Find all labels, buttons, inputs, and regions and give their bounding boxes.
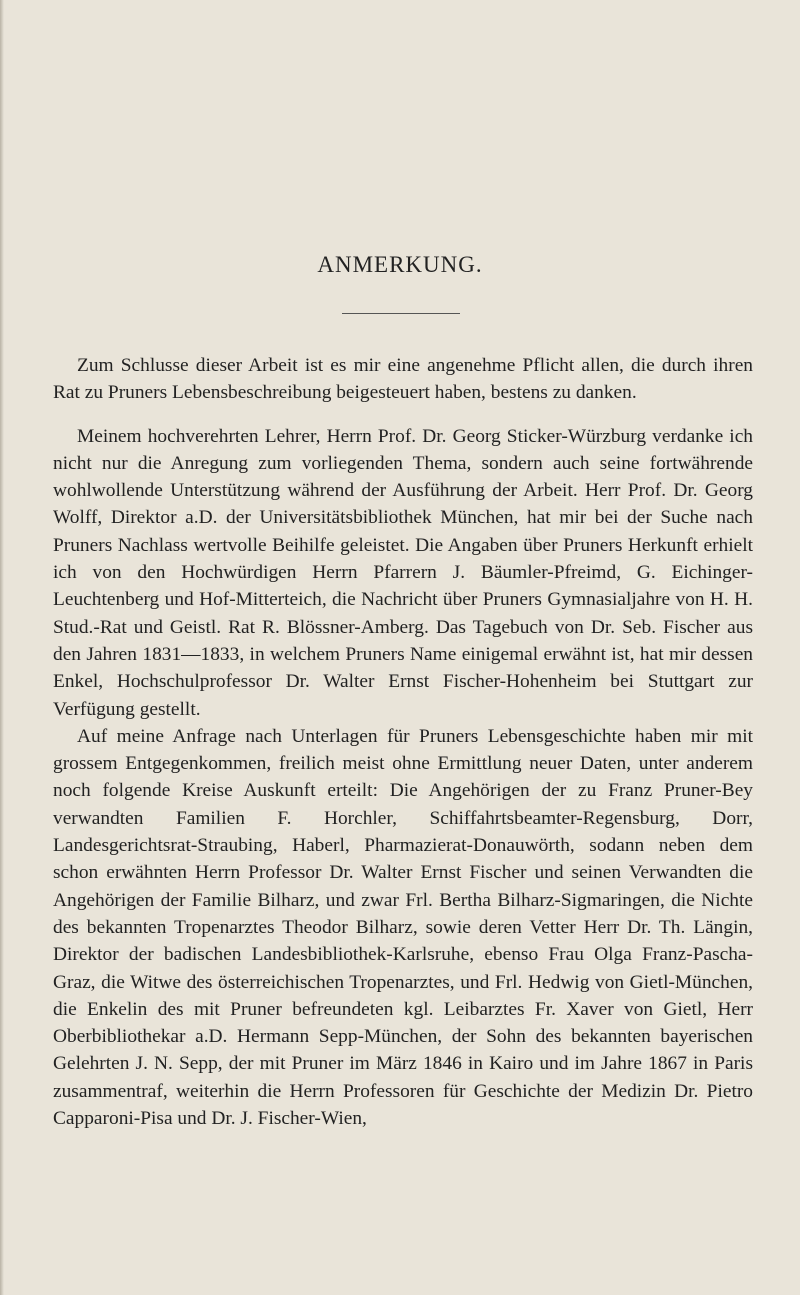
paragraph-further-informants: Auf meine Anfrage nach Unterlagen für Pruners Lebensgeschichte haben mir mit grossem Entgegenkommen, freilich meist ohne Ermittlung neuer Daten, unter anderem noch folgende Kreise Auskunft erteilt: Die Angehörigen der zu Franz Pruner-Bey verwandten Familien F. Horchler, Schiffahrtsbeamter-Regensburg, Dorr, Landesgerichtsrat-Straubing, Haberl, Pharmazierat-Donauwörth, sodann neben dem schon erwähnten Herrn Professor Dr. Walter Ernst Fischer und seinen Verwandten die Angehörigen der Familie Bilharz, und zwar Frl. Bertha Bilharz-Sigmaringen, die Nichte des bekannten Tropenarztes Theodor Bilharz, sowie deren Vetter Herr Dr. Th. Längin, Direktor der badischen Landesbibliothek-Karlsruhe, ebenso Frau Olga Franz-Pascha-Graz, die Witwe des österreichischen Tropenarztes, und Frl. Hedwig von Gietl-München, die Enkelin des mit Pruner befreundeten kgl. Leibarztes Fr. Xaver von Gietl, Herr Oberbibliothekar a.D. Hermann Sepp-München, der Sohn des bekannten bayerischen Gelehrten J. N. Sepp, der mit Pruner im März 1846 in Kairo und im Jahre 1867 in Paris zusammentraf, weiterhin die Herrn Professoren für Geschichte der Medizin Dr. Pietro Capparoni-Pisa und Dr. J. Fischer-Wien, — [53, 725, 753, 1130]
heading-divider — [342, 313, 460, 314]
body-text — [53, 352, 753, 1132]
paragraph-teachers-and-sources: Meinem hochverehrten Lehrer, Herrn Prof. Dr. Georg Sticker-Würzburg verdanke ich nicht nur die Anregung zum vorliegenden Thema, sondern auch seine fortwährende wohlwollende Unterstützung während der Ausführung der Arbeit. Herr Prof. Dr. Georg Wolff, Direktor a.D. der Universitätsbibliothek München, hat mir bei der Suche nach Pruners Nachlass wertvolle Beihilfe geleistet. Die Angaben über Pruners Herkunft erhielt ich von den Hochwürdigen Herrn Pfarrern J. Bäumler-Pfreimd, G. Eichinger-Leuchtenberg und Hof-Mitterteich, die Nachricht über Pruners Gymnasialjahre von H. H. Stud.-Rat und Geistl. Rat R. Blössner-Amberg. Das Tagebuch von Dr. Seb. Fischer aus den Jahren 1831—1833, in welchem Pruners Name einigemal erwähnt ist, hat mir dessen Enkel, Hochschulprofessor Dr. Walter Ernst Fischer-Hohenheim bei Stuttgart zur Verfügung gestellt. — [53, 425, 753, 720]
paragraph-acknowledgement-intro: Zum Schlusse dieser Arbeit ist es mir eine angenehme Pflicht allen, die durch ihren Rat zu Pruners Lebensbeschreibung beigesteuert haben, bestens zu danken. — [53, 355, 753, 404]
page-heading: ANMERKUNG. — [317, 252, 483, 277]
page-edge-shadow — [0, 0, 4, 1295]
